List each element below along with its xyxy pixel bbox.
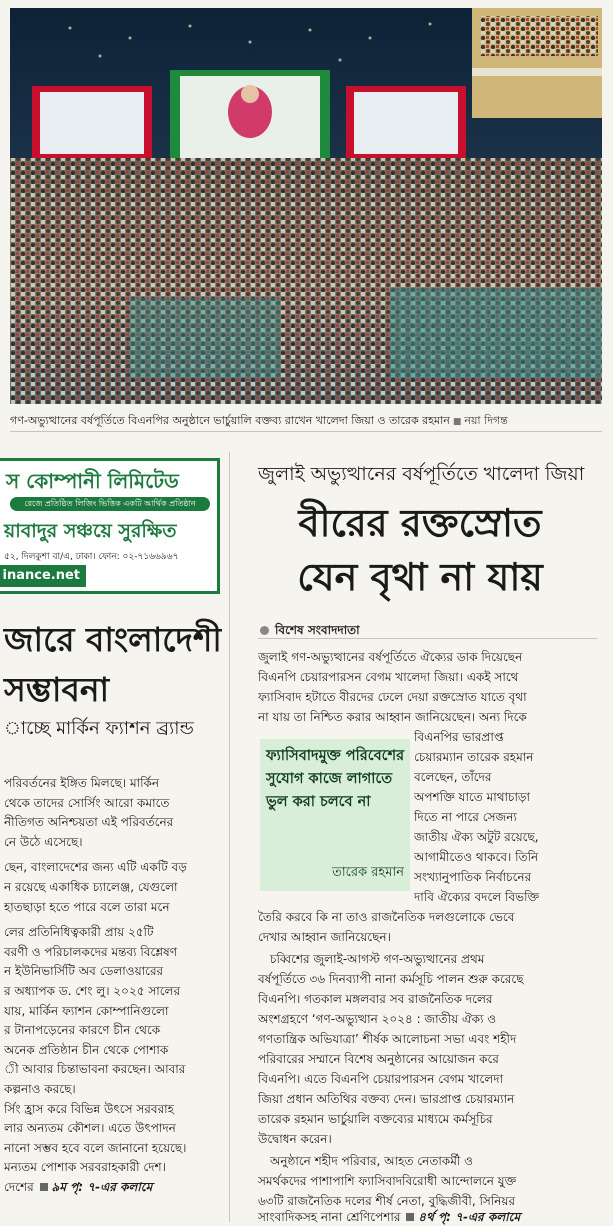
text-line: আগামীতেও থাকবে। তিনি — [414, 850, 539, 864]
left-deck: াচ্ছে মার্কিন ফ্যাশন ব্র্যান্ড — [4, 718, 194, 739]
text-line: লের প্রতিনিধিত্বকারী প্রায় ২৫টি — [4, 925, 154, 940]
pull-quote — [260, 739, 410, 891]
text-line: যায়, মার্কিন ফ্যাশন কোম্পানিগুলো — [4, 1003, 169, 1018]
byline — [260, 622, 360, 642]
text-line: নীতিগত অনিশ্চয়তা এই পরিবর্তনের — [4, 815, 174, 830]
jump-prefix: দেশের — [4, 1179, 34, 1194]
jump-text: ৪র্থ পৃ: ৭-এর কলামে — [418, 1210, 521, 1224]
ad-title: স কোম্পানী লিমিটেড — [6, 469, 179, 493]
left-headline-line-1: জারে বাংলাদেশী — [4, 620, 222, 659]
ad-website[interactable]: inance.net — [0, 565, 86, 587]
text-line: চেয়ারম্যান তারেক রহমান — [414, 750, 534, 764]
caption-text: গণ-অভ্যুত্থানের বর্ষপূর্তিতে বিএনপির অনুষ্ঠানে ভার্চুয়ালি বক্তব্য রাখেন খালেদা জিয়া ও তারেক রহমান — [10, 414, 450, 427]
text-line: জুলাই গণ-অভ্যুত্থানের বর্ষপূর্তিতে ঐক্যের ডাক দিয়েছেন — [258, 650, 523, 664]
caption-separator-icon: ■ — [452, 417, 462, 427]
text-line: বিএনপি। এতে বিএনপি চেয়ারপারসন বেগম খালেদা — [258, 1072, 504, 1086]
text-line: ী আবার চিন্তাভাবনা করছেন। আবার — [4, 1062, 186, 1077]
left-story-column — [0, 452, 222, 1226]
text-line: ন ইউনিভার্সিটি অব ডেলাওয়ারের — [4, 964, 164, 979]
jump-square-icon — [406, 1213, 414, 1221]
text-line: পরিবর্তনের ইঙ্গিত মিলছে। মার্কিন — [4, 776, 160, 790]
text-line: বলেছেন, তাঁদের — [414, 770, 492, 784]
text-line: দাবি ঐক্যের বদলে বিভক্তি — [414, 890, 540, 904]
text-line: পরিবারের সম্মানে বিশেষ অনুষ্ঠানের আয়োজন করে — [258, 1052, 499, 1066]
text-line: অপশক্তি যাতে মাথাচাড়া — [414, 790, 530, 804]
text-line: থেকে তাদের সোর্সিং আরো কমাতে — [4, 795, 170, 810]
text-line: তৈরি করবে কি না তাও রাজনৈতিক দলগুলোকে ভেবে — [258, 910, 515, 924]
text-line: জাতীয় ঐক্য অটুট রয়েছে, — [414, 830, 539, 844]
text-line: অংশগ্রহণে ‘গণ-অভ্যুত্থান ২০২৪ : জাতীয় ঐক্য ও — [258, 1012, 497, 1026]
byline-rule — [258, 638, 598, 639]
text-line: ন রয়েছে একাধিক চ্যালেঞ্জ, যেগুলো — [4, 879, 178, 894]
column-divider — [229, 452, 230, 1222]
text-line: লার অন্যতম কৌশল। এতে উৎপাদন — [4, 1121, 176, 1136]
text-line: নে উঠে এসেছে। — [4, 834, 83, 849]
text-line: উদ্বোধন করেন। — [258, 1132, 332, 1146]
left-headline-line-2: সম্ভাবনা — [4, 670, 110, 709]
jump-prefix: সাংবাদিকসহ নানা শ্রেণিপেশার — [258, 1210, 401, 1224]
text-line: র অধ্যাপক ড. শেং লু। ২০২৫ সালের — [4, 983, 181, 998]
text-line: বিএনপি। গতকাল মঙ্গলবার সব রাজনৈতিক দলের — [258, 992, 493, 1006]
ad-address: ৫২, দিলকুশা বা/এ, ঢাকা। ফোন: ০২-৭১৬৬৯৬৭ — [4, 552, 179, 562]
ad-slogan: য়াবাদুর সঞ্চয়ে সুরক্ষিত — [4, 520, 177, 542]
text-line: বিএনপি চেয়ারপারসন বেগম খালেদা জিয়া। একই সাথে — [258, 670, 519, 684]
text-line: কল্পনাও করছে। — [4, 1081, 76, 1096]
text-line: বিএনপির ভারপ্রাপ্ত — [414, 730, 504, 744]
text-line: দিতে না পারে সেজন্য — [414, 810, 517, 824]
jump-link[interactable] — [404, 1210, 520, 1224]
text-line: তারেক রহমান ভার্চুয়ালি বক্তব্যের মাধ্যমে কর্মসূচির — [258, 1112, 493, 1126]
photo-credit: নয়া দিগন্ত — [464, 414, 508, 427]
text-line: ৬৩টি রাজনৈতিক দলের শীর্ষ নেতা, বুদ্ধিজীবী, সিনিয়র — [258, 1194, 516, 1208]
photo-caption — [10, 410, 602, 432]
pull-quote-text: ফ্যাসিবাদমুক্ত পরিবেশের সুযোগ কাজে লাগাতে ভুল করা চলবে না — [266, 748, 405, 810]
jump-text: ৯ম পৃ: ৭-এর কলামে — [51, 1179, 153, 1194]
bullet-icon — [260, 626, 269, 635]
text-line: চব্বিশের জুলাই-আগস্ট গণ-অভ্যুত্থানের প্রথম — [270, 952, 485, 966]
text-line: জিয়া প্রধান অতিথির বক্তব্য দেন। ভারপ্রাপ্ত চেয়ারম্যান — [258, 1092, 515, 1106]
left-story-body — [4, 774, 218, 1197]
text-line: সমর্থকদের পাশাপাশি ফ্যাসিবাদবিরোধী আন্দোলনে যুক্ত — [258, 1174, 517, 1188]
text-line: ছেন, বাংলাদেশের জন্য এটি একটি বড় — [4, 860, 187, 875]
jump-line — [258, 1208, 602, 1226]
news-photo — [10, 8, 602, 404]
text-line: গণতান্ত্রিক অভিযাত্রা’ শীর্ষক আলোচনা সভা এবং শহীদ — [258, 1032, 517, 1046]
byline-text: বিশেষ সংবাদদাতা — [275, 623, 360, 637]
jump-line — [4, 1178, 218, 1198]
jump-link[interactable] — [38, 1180, 153, 1194]
text-line: অনুষ্ঠানে শহীদ পরিবার, আহত নেতাকর্মী ও — [270, 1154, 473, 1168]
text-line: মন্যতম পোশাক সরবরাহকারী দেশ। — [4, 1160, 166, 1175]
photo-rally-hall — [10, 8, 602, 404]
text-line: সংখ্যানুপাতিক নির্বাচনের — [414, 870, 532, 884]
advertisement[interactable] — [0, 458, 220, 594]
text-line: র্সিং হ্রাস করে বিভিন্ন উৎসে সরবরাহ — [4, 1101, 174, 1116]
text-line: বরণী ও পরিচালকদের মন্তব্য বিশ্লেষণ — [4, 944, 177, 959]
main-story — [238, 452, 610, 1226]
kicker: জুলাই অভ্যুত্থানের বর্ষপূর্তিতে খালেদা জিয়া — [258, 463, 585, 485]
text-line: না যায় তা নিশ্চিত করার আহ্বান জানিয়েছেন। অন্য দিকে — [258, 710, 527, 724]
headline-line-1: বীরের রক্তস্রোত — [298, 501, 542, 545]
text-line: ফ্যাসিবাদ হটাতে বীরদের ঢেলে দেয়া রক্তস্রোত যাতে বৃথা — [258, 690, 527, 704]
text-line: হাতছাড়া হতে পারে বলে তারা মনে — [4, 899, 170, 914]
text-line: দেখার আহ্বান জানিয়েছেন। — [258, 930, 391, 944]
text-line: বর্ষপূর্তিতে ৩৬ দিনব্যাপী নানা কর্মসূচি পালন শুরু করেছে — [258, 972, 524, 986]
pull-quote-author: তারেক রহমান — [332, 865, 404, 880]
text-line: অনেক প্রতিষ্ঠান চীন থেকে পোশাক — [4, 1042, 169, 1057]
jump-square-icon — [40, 1183, 48, 1191]
text-line: নানো সম্ভব হবে বলে জানানো হয়েছে। — [4, 1140, 187, 1155]
text-line: র টানাপড়েনের কারণে চীন থেকে — [4, 1023, 161, 1038]
ad-subtitle: রেজে প্রতিষ্ঠিত লিজিং ভিত্তিক একটি আর্থিক প্রতিষ্ঠান — [10, 497, 210, 511]
headline-line-2: যেন বৃথা না যায় — [297, 555, 543, 599]
headline — [238, 496, 602, 604]
